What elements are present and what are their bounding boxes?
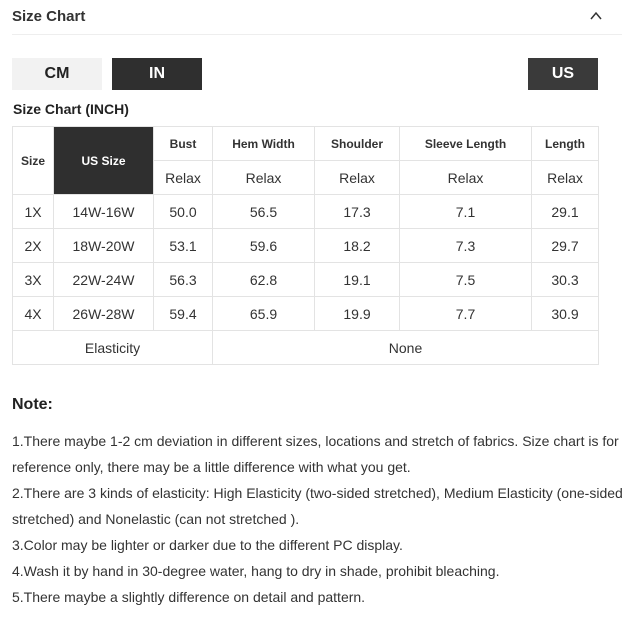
table-cell: 7.3 [400, 229, 532, 263]
header-size: Size [13, 127, 54, 195]
fit-cell: Relax [154, 161, 213, 195]
unit-us-button[interactable]: US [528, 58, 598, 90]
table-cell: 7.7 [400, 297, 532, 331]
header-shoulder: Shoulder [315, 127, 400, 161]
note-line: 3.Color may be lighter or darker due to the different PC display. [12, 537, 403, 553]
note-line: 1.There maybe 1-2 cm deviation in different sizes, locations and stretch of fabrics. Size chart is for reference only, there may be a little difference with what you get. [12, 433, 619, 475]
table-title: Size Chart (INCH) [13, 101, 129, 117]
fit-cell: Relax [400, 161, 532, 195]
header-length: Length [532, 127, 599, 161]
header-sleeve-length: Sleeve Length [400, 127, 532, 161]
table-cell: 1X [13, 195, 54, 229]
unit-in-button[interactable]: IN [112, 58, 202, 90]
note-line: 4.Wash it by hand in 30-degree water, hang to dry in shade, prohibit bleaching. [12, 563, 500, 579]
note-line: 5.There maybe a slightly difference on detail and pattern. [12, 589, 366, 605]
unit-cm-button[interactable]: CM [12, 58, 102, 90]
note-list [12, 428, 624, 610]
elasticity-row [13, 331, 599, 365]
table-cell: 50.0 [154, 195, 213, 229]
note-title: Note: [12, 396, 53, 413]
table-cell: 26W-28W [54, 297, 154, 331]
header-us-size: US Size [54, 127, 154, 195]
fit-cell: Relax [532, 161, 599, 195]
table-cell: 14W-16W [54, 195, 154, 229]
table-cell: 2X [13, 229, 54, 263]
table-row [13, 297, 599, 331]
table-cell: 7.5 [400, 263, 532, 297]
size-chart-title: Size Chart [12, 8, 86, 25]
table-cell: 59.6 [213, 229, 315, 263]
table-cell: 53.1 [154, 229, 213, 263]
header-bust: Bust [154, 127, 213, 161]
table-cell: 29.7 [532, 229, 599, 263]
table-cell: 65.9 [213, 297, 315, 331]
fit-cell: Relax [315, 161, 400, 195]
table-cell: 62.8 [213, 263, 315, 297]
table-cell: 56.3 [154, 263, 213, 297]
table-cell: 17.3 [315, 195, 400, 229]
table-cell: 22W-24W [54, 263, 154, 297]
table-cell: 29.1 [532, 195, 599, 229]
size-table [12, 126, 599, 365]
chevron-up-icon[interactable] [590, 10, 602, 22]
size-chart-header[interactable] [12, 0, 622, 35]
table-cell: 59.4 [154, 297, 213, 331]
table-cell: 19.9 [315, 297, 400, 331]
table-cell: 56.5 [213, 195, 315, 229]
table-cell: 30.3 [532, 263, 599, 297]
note-line: 2.There are 3 kinds of elasticity: High Elasticity (two-sided stretched), Medium Elasticity (one-sided stretched) and Nonelastic (can not stretched ). [12, 485, 623, 527]
table-cell: 3X [13, 263, 54, 297]
table-header-row [13, 127, 599, 161]
fit-cell: Relax [213, 161, 315, 195]
table-cell: 30.9 [532, 297, 599, 331]
elasticity-value: None [213, 331, 599, 365]
header-hem-width: Hem Width [213, 127, 315, 161]
table-cell: 19.1 [315, 263, 400, 297]
table-row [13, 263, 599, 297]
table-cell: 7.1 [400, 195, 532, 229]
table-cell: 4X [13, 297, 54, 331]
table-cell: 18W-20W [54, 229, 154, 263]
table-row [13, 229, 599, 263]
table-cell: 18.2 [315, 229, 400, 263]
elasticity-label: Elasticity [13, 331, 213, 365]
table-row [13, 195, 599, 229]
